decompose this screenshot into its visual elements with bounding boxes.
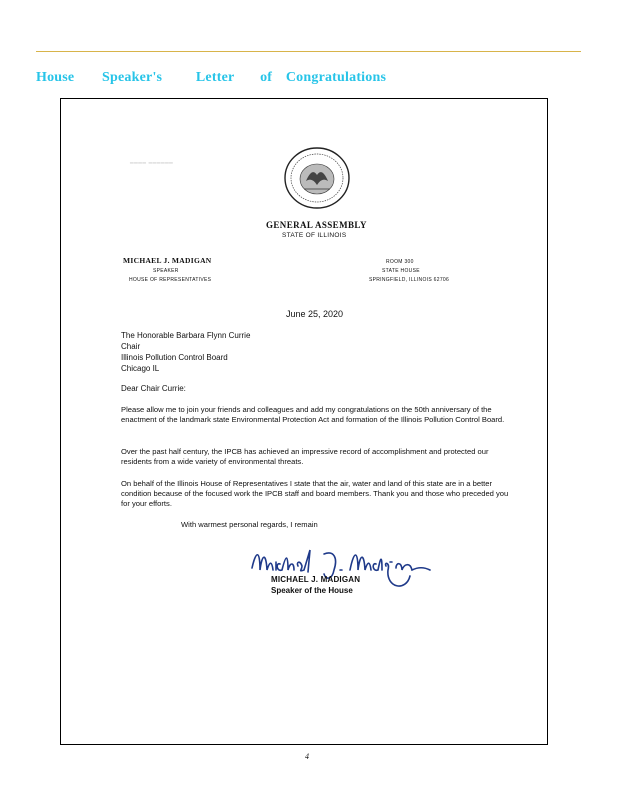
body-paragraph: Please allow me to join your friends and colleagues and add my congratulations on the 50th anniversary of the enactment of the landmark state Environmental Protection Act and formation of the Illinois Pollution Control Board. <box>121 405 505 425</box>
letterhead-room: ROOM 300 <box>386 259 414 265</box>
letterhead-speaker-name: MICHAEL J. MADIGAN <box>123 256 212 265</box>
letterhead-state: STATE OF ILLINOIS <box>282 232 347 239</box>
closing-line: With warmest personal regards, I remain <box>181 520 318 529</box>
faint-stamp: ━━━━ ━━━━━━ <box>130 161 174 167</box>
heading-word: House <box>36 70 75 85</box>
heading-word: Congratulations <box>285 70 387 85</box>
recipient-line: Chicago IL <box>121 364 160 373</box>
letterhead-building: STATE HOUSE <box>382 268 420 274</box>
letterhead-city: SPRINGFIELD, ILLINOIS 62706 <box>369 277 450 283</box>
page-heading <box>36 70 386 86</box>
state-seal-icon <box>282 145 352 211</box>
recipient-address <box>121 330 250 374</box>
heading-word: Speaker's <box>102 70 163 85</box>
signer-name: MICHAEL J. MADIGAN <box>271 575 361 584</box>
page-number: 4 <box>305 752 309 761</box>
letter-date: June 25, 2020 <box>286 309 344 319</box>
body-paragraph: On behalf of the Illinois House of Representatives I state that the air, water and land of this state are in a better condition because of the focused work the IPCB staff and board members. Thank you and those who preceded you for your efforts. <box>121 479 509 509</box>
letterhead-speaker-body: HOUSE OF REPRESENTATIVES <box>129 277 212 283</box>
recipient-line: Chair <box>121 342 141 351</box>
recipient-line: Illinois Pollution Control Board <box>121 353 228 362</box>
heading-word: Letter <box>195 70 235 85</box>
recipient-line: The Honorable Barbara Flynn Currie <box>121 331 251 340</box>
heading-word: of <box>260 70 273 85</box>
letterhead-speaker-role: SPEAKER <box>153 268 179 274</box>
signer-title: Speaker of the House <box>271 586 353 595</box>
header-rule <box>36 51 581 52</box>
salutation: Dear Chair Currie: <box>121 384 186 393</box>
body-paragraph: Over the past half century, the IPCB has achieved an impressive record of accomplishment and protected our residents from a wide variety of environmental threats. <box>121 447 489 467</box>
letterhead-title: GENERAL ASSEMBLY <box>266 220 367 230</box>
